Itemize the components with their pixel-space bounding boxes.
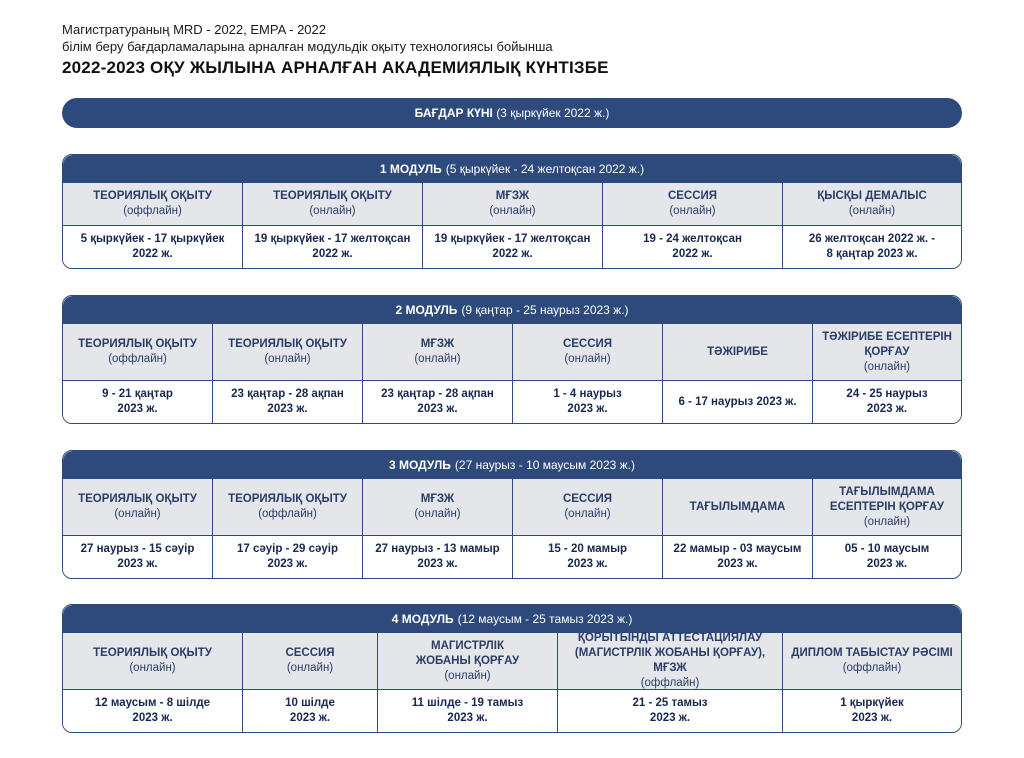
orientation-day-banner: [62, 98, 962, 128]
module-phase-header-row: [63, 479, 961, 536]
orientation-date: (3 қыркүйек 2022 ж.): [496, 106, 610, 120]
phase-dates-cell: 1 - 4 наурыз 2023 ж.: [513, 381, 663, 423]
phase-mode: (онлайн): [564, 353, 611, 365]
phase-dates-cell: 27 наурыз - 15 сәуір 2023 ж.: [63, 536, 213, 578]
phase-mode: (онлайн): [444, 669, 491, 682]
phase-header-cell: [813, 324, 961, 380]
phase-dates-cell: 11 шілде - 19 тамыз 2023 ж.: [378, 690, 558, 732]
phase-title: МҒЗЖ: [420, 338, 455, 350]
phase-mode: (онлайн): [863, 515, 911, 528]
phase-title: ТЕОРИЯЛЫҚ ОҚЫТУ: [273, 190, 392, 202]
phase-header-cell: [243, 633, 378, 689]
module-dates-row: [63, 226, 961, 268]
module-3-table: [62, 450, 962, 579]
phase-title: ТЕОРИЯЛЫҚ ОҚЫТУ: [93, 647, 212, 659]
phase-dates-cell: 19 қыркүйек - 17 желтоқсан 2022 ж.: [243, 226, 423, 268]
module-4-table: [62, 604, 962, 733]
phase-title: СЕССИЯ: [562, 338, 613, 350]
phase-header-cell: [363, 324, 513, 380]
phase-title: МҒЗЖ: [420, 493, 455, 505]
phase-mode: (онлайн): [264, 353, 311, 365]
phase-mode: (онлайн): [309, 205, 356, 217]
phase-header-cell: [663, 479, 813, 535]
phase-title: МҒЗЖ: [495, 190, 530, 202]
phase-dates-cell: 15 - 20 мамыр 2023 ж.: [513, 536, 663, 578]
module-title: 3 МОДУЛЬ: [388, 458, 451, 472]
phase-mode: (онлайн): [863, 360, 911, 373]
phase-title: ТЕОРИЯЛЫҚ ОҚЫТУ: [228, 493, 347, 505]
phase-mode: (онлайн): [286, 662, 334, 674]
phase-header-cell: [63, 633, 243, 689]
module-period: (12 маусым - 25 тамыз 2023 ж.): [457, 612, 633, 626]
phase-dates-cell: 23 қаңтар - 28 ақпан 2023 ж.: [363, 381, 513, 423]
phase-header-cell: [243, 183, 423, 225]
module-period: (9 қаңтар - 25 наурыз 2023 ж.): [461, 303, 629, 317]
module-dates-row: [63, 690, 961, 732]
phase-header-cell: [423, 183, 603, 225]
phase-header-cell: [363, 479, 513, 535]
module-title: 4 МОДУЛЬ: [391, 612, 454, 626]
phase-mode: (оффлайн): [258, 508, 317, 520]
phase-mode: (онлайн): [489, 205, 536, 217]
phase-mode: (онлайн): [848, 205, 896, 217]
phase-title: СЕССИЯ: [667, 190, 718, 202]
module-title: 2 МОДУЛЬ: [395, 303, 458, 317]
phase-mode: (оффлайн): [108, 353, 167, 365]
phase-title: МАГИСТРЛІК ЖОБАНЫ ҚОРҒАУ: [415, 639, 520, 667]
module-1-table: [62, 154, 962, 269]
phase-header-cell: [513, 324, 663, 380]
phase-dates-cell: 19 - 24 желтоқсан 2022 ж.: [603, 226, 783, 268]
phase-header-cell: [783, 183, 961, 225]
document-header: [62, 22, 609, 78]
module-header: [63, 451, 961, 479]
phase-header-cell: [813, 479, 961, 535]
module-header: [63, 155, 961, 183]
phase-title: ТЕОРИЯЛЫҚ ОҚЫТУ: [78, 493, 197, 505]
page-title: 2022-2023 ОҚУ ЖЫЛЫНА АРНАЛҒАН АКАДЕМИЯЛЫҚ КҮНТІЗБЕ: [62, 58, 609, 77]
phase-header-cell: [63, 324, 213, 380]
module-phase-header-row: [63, 183, 961, 226]
phase-dates-cell: 1 қыркүйек 2023 ж.: [783, 690, 961, 732]
phase-dates-cell: 24 - 25 наурыз 2023 ж.: [813, 381, 961, 423]
phase-dates-cell: 10 шілде 2023 ж.: [243, 690, 378, 732]
header-subtitle-1: Магистратураның MRD - 2022, EMPA - 2022: [62, 22, 326, 37]
module-dates-row: [63, 536, 961, 578]
phase-title: ҚЫСҚЫ ДЕМАЛЫС: [817, 190, 927, 202]
phase-dates-cell: 9 - 21 қаңтар 2023 ж.: [63, 381, 213, 423]
phase-header-cell: [783, 633, 961, 689]
phase-dates-cell: 27 наурыз - 13 мамыр 2023 ж.: [363, 536, 513, 578]
orientation-label: БАҒДАР КҮНІ: [414, 106, 493, 120]
phase-title: СЕССИЯ: [562, 493, 613, 505]
phase-header-cell: [63, 183, 243, 225]
module-title: 1 МОДУЛЬ: [379, 162, 442, 176]
phase-dates-cell: 22 мамыр - 03 маусым 2023 ж.: [663, 536, 813, 578]
phase-header-cell: [213, 324, 363, 380]
phase-header-cell: [63, 479, 213, 535]
module-period: (27 наурыз - 10 маусым 2023 ж.): [454, 458, 636, 472]
phase-title: ДИПЛОМ ТАБЫСТАУ РӘСІМІ: [791, 647, 953, 659]
phase-mode: (онлайн): [114, 508, 161, 520]
phase-mode: (онлайн): [669, 205, 716, 217]
phase-dates-cell: 5 қыркүйек - 17 қыркүйек 2022 ж.: [63, 226, 243, 268]
phase-header-cell: [663, 324, 813, 380]
phase-dates-cell: 05 - 10 маусым 2023 ж.: [813, 536, 961, 578]
module-header: [63, 296, 961, 324]
phase-title: ТӘЖІРИБЕ: [707, 345, 768, 358]
phase-mode: (оффлайн): [842, 662, 902, 674]
phase-title: ТАҒЫЛЫМДАМА: [689, 500, 786, 513]
phase-title: ТАҒЫЛЫМДАМА ЕСЕПТЕРІН ҚОРҒАУ: [829, 485, 945, 513]
phase-mode: (оффлайн): [640, 677, 700, 689]
module-dates-row: [63, 381, 961, 423]
phase-dates-cell: 12 маусым - 8 шілде 2023 ж.: [63, 690, 243, 732]
phase-title: ТЕОРИЯЛЫҚ ОҚЫТУ: [228, 338, 347, 350]
phase-header-cell: [558, 633, 783, 689]
phase-header-cell: [378, 633, 558, 689]
module-phase-header-row: [63, 324, 961, 381]
module-period: (5 қыркүйек - 24 желтоқсан 2022 ж.): [445, 162, 645, 176]
phase-dates-cell: 21 - 25 тамыз 2023 ж.: [558, 690, 783, 732]
phase-mode: (оффлайн): [123, 205, 182, 217]
phase-header-cell: [513, 479, 663, 535]
header-subtitle-2: білім беру бағдарламаларына арналған модульдік оқыту технологиясы бойынша: [62, 39, 553, 54]
phase-mode: (онлайн): [564, 508, 611, 520]
phase-header-cell: [603, 183, 783, 225]
phase-header-cell: [213, 479, 363, 535]
phase-dates-cell: 17 сәуір - 29 сәуір 2023 ж.: [213, 536, 363, 578]
phase-mode: (онлайн): [414, 508, 461, 520]
phase-mode: (онлайн): [129, 662, 176, 674]
module-header: [63, 605, 961, 633]
phase-title: ТЕОРИЯЛЫҚ ОҚЫТУ: [93, 190, 212, 202]
phase-title: ТӘЖІРИБЕ ЕСЕПТЕРІН ҚОРҒАУ: [822, 330, 952, 358]
phase-dates-cell: 26 желтоқсан 2022 ж. - 8 қаңтар 2023 ж.: [783, 226, 961, 268]
phase-mode: (онлайн): [414, 353, 461, 365]
phase-title: ТЕОРИЯЛЫҚ ОҚЫТУ: [78, 338, 197, 350]
phase-title: ҚОРЫТЫНДЫ АТТЕСТАЦИЯЛАУ (МАГИСТРЛІК ЖОБАНЫ ҚОРҒАУ), МҒЗЖ: [574, 632, 766, 674]
module-phase-header-row: [63, 633, 961, 690]
phase-title: СЕССИЯ: [285, 647, 335, 659]
phase-dates-cell: 19 қыркүйек - 17 желтоқсан 2022 ж.: [423, 226, 603, 268]
phase-dates-cell: 6 - 17 наурыз 2023 ж.: [663, 381, 813, 423]
phase-dates-cell: 23 қаңтар - 28 ақпан 2023 ж.: [213, 381, 363, 423]
module-2-table: [62, 295, 962, 424]
